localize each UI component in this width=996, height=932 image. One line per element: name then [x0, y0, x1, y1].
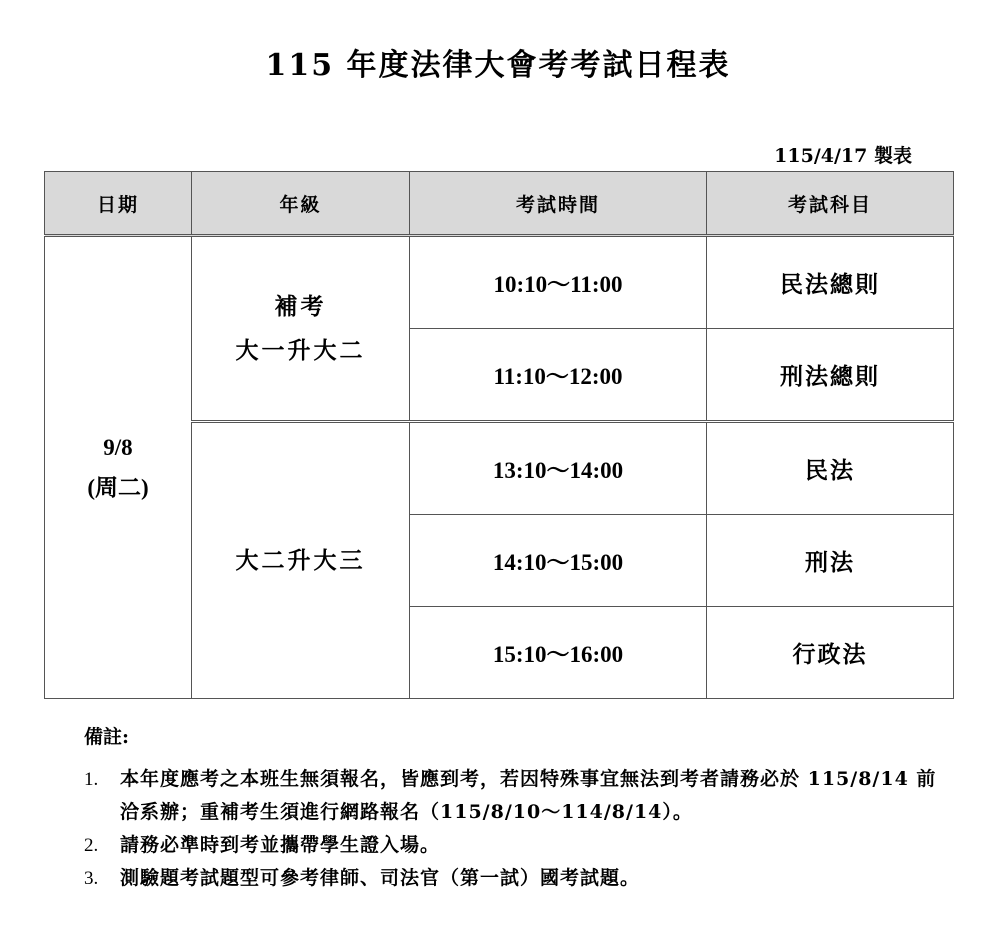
grade-cell-makeup	[192, 236, 410, 422]
exam-subject: 刑法總則	[707, 329, 954, 422]
exam-time: 13:10～14:00	[410, 422, 707, 515]
exam-time: 15:10～16:00	[410, 607, 707, 699]
note-text: 測驗題考試題型可參考律師、司法官（第一試）國考試題。	[120, 867, 641, 889]
page-title: 115 年度法律大會考考試日程表	[265, 48, 731, 83]
grade-label-year2to3: 大二升大三	[235, 546, 366, 574]
header-date: 日期	[45, 172, 192, 236]
note-item	[84, 763, 944, 829]
note-item	[84, 829, 944, 862]
note-text: 本年度應考之本班生無須報名，皆應到考，若因特殊事宜無法到考者請務必於 115/8/14 前洽系辦；重補考生須進行網路報名（115/8/10～114/8/14）。	[120, 768, 937, 823]
note-number: 2.	[84, 835, 99, 856]
grade-cell-year2to3	[192, 422, 410, 699]
table-row	[45, 236, 954, 329]
note-number: 1.	[84, 769, 99, 790]
note-text: 請務必準時到考並攜帶學生證入場。	[120, 834, 441, 856]
grade-label-makeup: 補考	[274, 292, 327, 320]
exam-weekday: (周二)	[87, 474, 149, 500]
exam-subject: 民法總則	[707, 236, 954, 329]
note-number: 3.	[84, 868, 99, 889]
notes-section	[84, 722, 944, 895]
exam-subject: 行政法	[707, 607, 954, 699]
header-grade: 年級	[192, 172, 410, 236]
schedule-table	[44, 171, 954, 699]
grade-label-year1to2: 大一升大二	[235, 336, 366, 364]
made-date: 115/4/17 製表	[774, 145, 912, 167]
exam-date-cell	[45, 236, 192, 699]
exam-time: 11:10～12:00	[410, 329, 707, 422]
exam-date: 9/8	[103, 434, 133, 460]
exam-time: 14:10～15:00	[410, 515, 707, 607]
header-time: 考試時間	[410, 172, 707, 236]
exam-subject: 刑法	[707, 515, 954, 607]
exam-time: 10:10～11:00	[410, 236, 707, 329]
table-header-row	[45, 172, 954, 236]
notes-heading: 備註:	[84, 726, 130, 748]
exam-subject: 民法	[707, 422, 954, 515]
note-item	[84, 862, 944, 895]
header-subject: 考試科目	[707, 172, 954, 236]
